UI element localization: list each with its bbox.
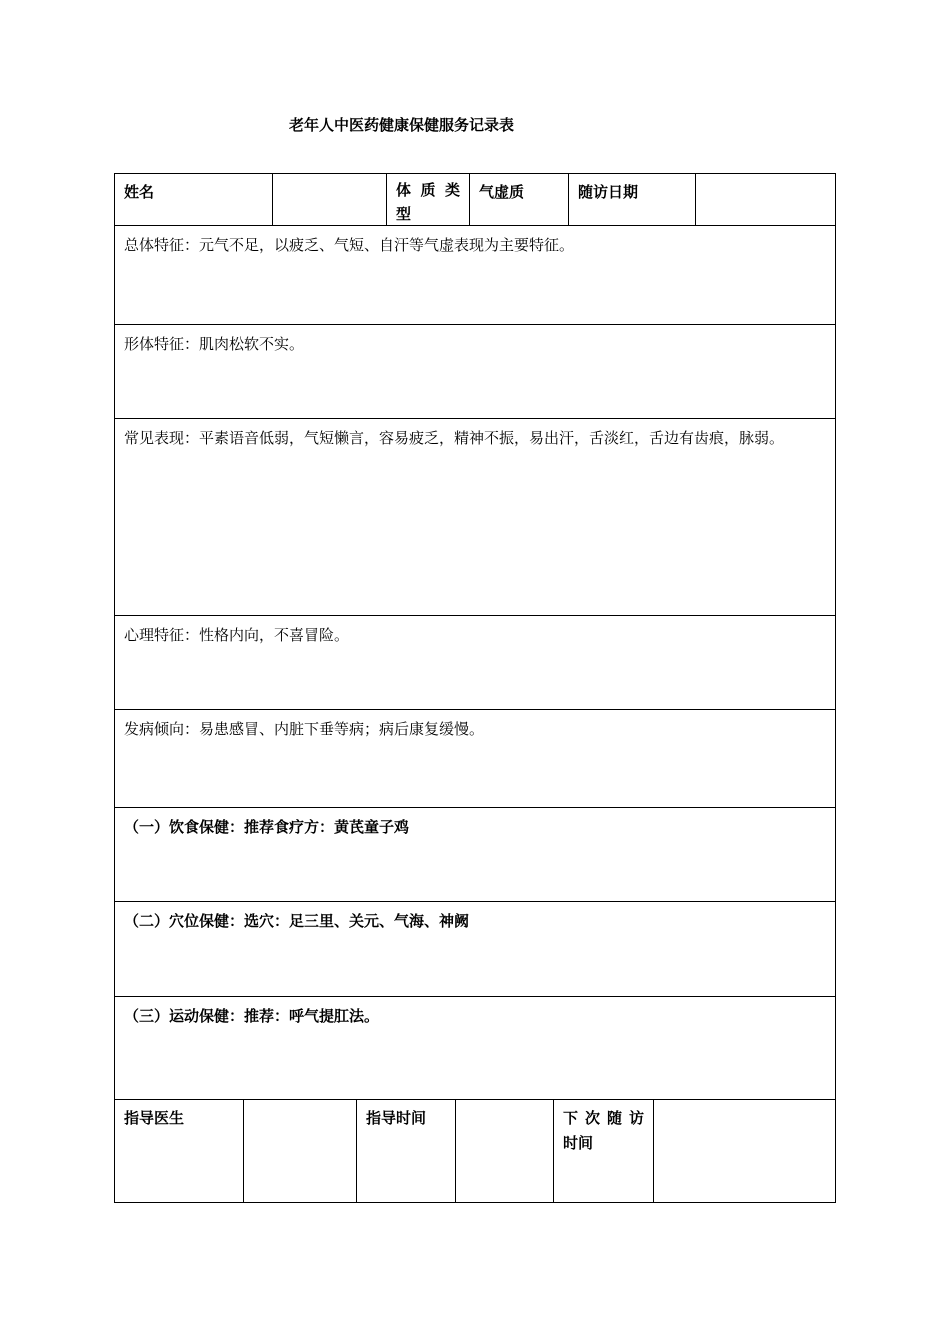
constitution-type-value: 气虚质 (469, 174, 568, 225)
footer-row (115, 1100, 835, 1202)
exercise-care-text: （三）运动保健：推荐：呼气提肛法。 (124, 1007, 380, 1025)
next-visit-label-line1: 下 次 随 访 (563, 1109, 644, 1127)
doctor-field[interactable] (243, 1100, 356, 1202)
constitution-type-label (386, 174, 469, 225)
constitution-type-label-line1: 体 质 类 (396, 181, 460, 199)
psychology-row (115, 616, 835, 710)
common-signs-row (115, 419, 835, 616)
visit-date-label: 随访日期 (568, 174, 695, 225)
overall-features-row (115, 226, 835, 325)
next-visit-label-line2: 时间 (563, 1134, 594, 1152)
diet-care-row (115, 808, 835, 902)
acupoint-care-row (115, 902, 835, 997)
overall-features-text: 总体特征：元气不足，以疲乏、气短、自汗等气虚表现为主要特征。 (124, 236, 575, 254)
disease-tendency-text: 发病倾向：易患感冒、内脏下垂等病；病后康复缓慢。 (124, 720, 485, 738)
disease-tendency-row (115, 710, 835, 808)
next-visit-field[interactable] (653, 1100, 835, 1202)
acupoint-care-text: （二）穴位保健：选穴：足三里、关元、气海、神阙 (124, 912, 470, 930)
name-field[interactable] (272, 174, 386, 225)
name-label: 姓名 (124, 183, 155, 201)
doctor-label: 指导医生 (124, 1109, 185, 1127)
form-title: 老年人中医药健康保健服务记录表 (289, 116, 515, 134)
header-row (115, 174, 835, 226)
body-form-row (115, 325, 835, 419)
guide-time-field[interactable] (455, 1100, 553, 1202)
exercise-care-row (115, 997, 835, 1100)
common-signs-text: 常见表现：平素语音低弱，气短懒言，容易疲乏，精神不振，易出汗，舌淡红，舌边有齿痕，脉弱。 (124, 429, 785, 447)
visit-date-field[interactable] (695, 174, 835, 225)
psychology-text: 心理特征：性格内向，不喜冒险。 (124, 626, 350, 644)
body-form-text: 形体特征：肌肉松软不实。 (124, 335, 305, 353)
diet-care-text: （一）饮食保健：推荐食疗方：黄芪童子鸡 (124, 818, 410, 836)
record-form-table (114, 173, 836, 1203)
constitution-type-label-line2: 型 (396, 205, 412, 223)
guide-time-label: 指导时间 (356, 1100, 455, 1202)
next-visit-label (553, 1100, 653, 1202)
